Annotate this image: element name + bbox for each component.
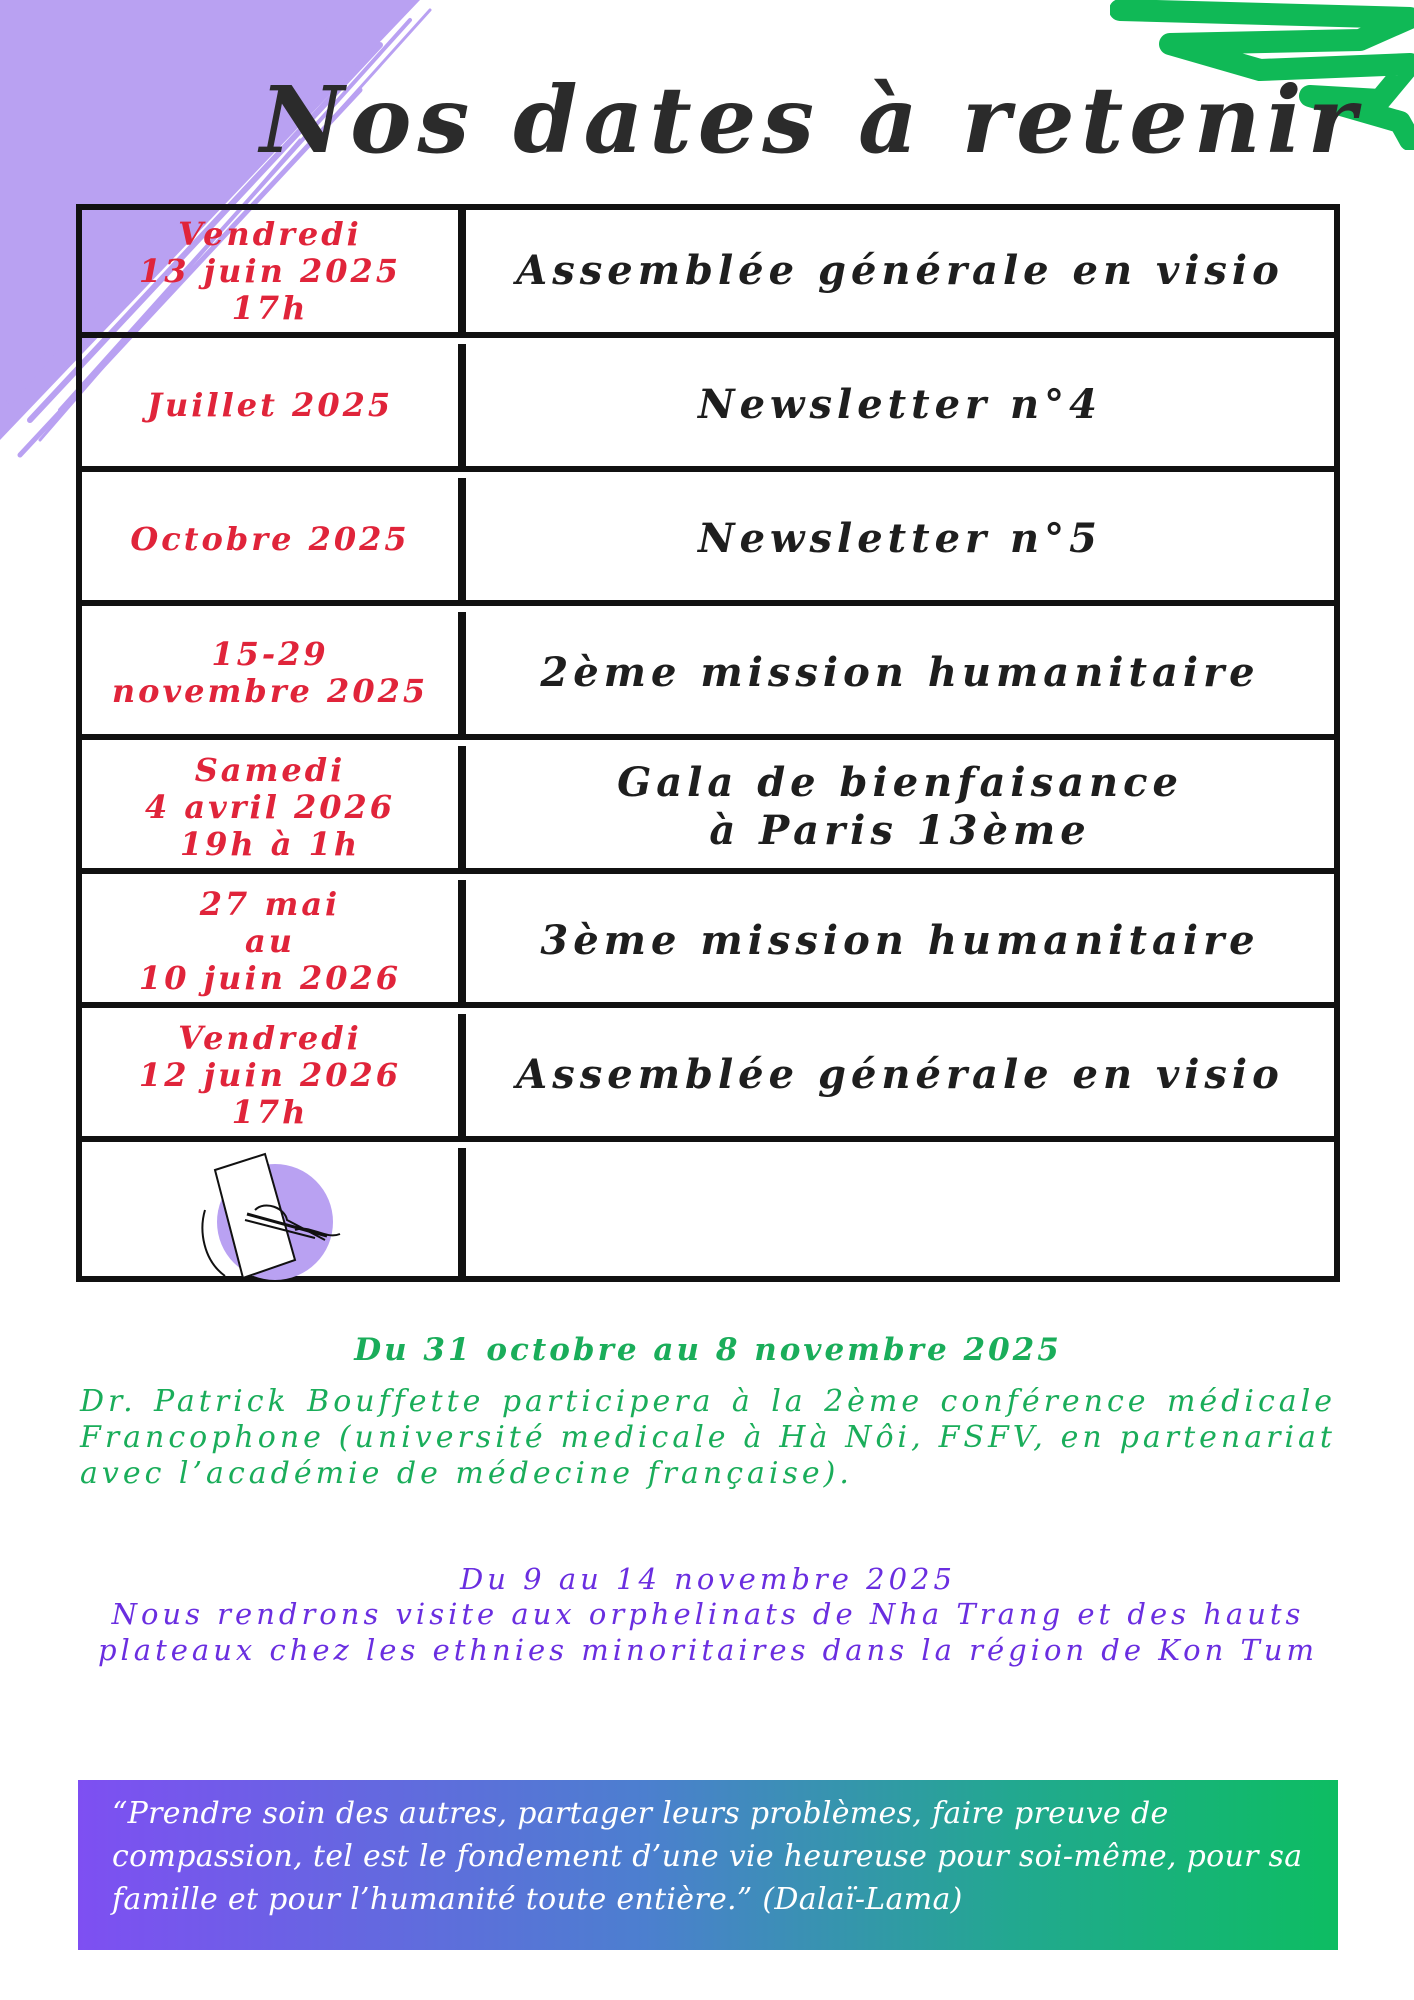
- schedule-row: [82, 210, 1334, 338]
- writing-hand-icon: [195, 1150, 345, 1282]
- schedule-row: [82, 344, 1334, 472]
- conference-heading: Du 31 octobre au 8 novembre 2025: [354, 1332, 1062, 1368]
- visit-heading: Du 9 au 14 novembre 2025: [460, 1562, 956, 1596]
- quote-text: “Prendre soin des autres, partager leurs problèmes, faire preuve de compassion, tel est le fondement d’une vie heureuse pour soi-même, pour sa famille et pour l’humanité toute entière.” (Dalaï-Lama): [112, 1796, 1303, 1917]
- schedule-date-empty: [82, 1148, 466, 1276]
- conference-body: Dr. Patrick Bouffette participera à la 2ème conférence médicale Francophone (université medicale à Hà Nôi, FSFV, en partenariat avec l’académie de médecine française).: [80, 1384, 1336, 1491]
- schedule-row: [82, 478, 1334, 606]
- schedule-row: [82, 1014, 1334, 1142]
- schedule-event-empty: [466, 1148, 1334, 1276]
- schedule-event: Gala de bienfaisance à Paris 13ème: [617, 759, 1183, 854]
- schedule-row: [82, 746, 1334, 874]
- visit-body: Nous rendrons visite aux orphelinats de Nha Trang et des hauts plateaux chez les ethnies minoritaires dans la région de Kon Tum: [97, 1597, 1319, 1667]
- schedule-event: Newsletter n°5: [698, 515, 1102, 562]
- schedule-row: [82, 880, 1334, 1008]
- schedule-date: Juillet 2025: [82, 344, 466, 466]
- schedule-date: Vendredi 12 juin 2026 17h: [82, 1014, 466, 1136]
- quote-box: [78, 1780, 1338, 1950]
- schedule-row: [82, 612, 1334, 740]
- schedule-date: 15-29 novembre 2025: [82, 612, 466, 734]
- page-title: Nos dates à retenir: [260, 66, 1363, 174]
- schedule-event: Assemblée générale en visio: [516, 247, 1284, 294]
- schedule-event: Newsletter n°4: [698, 381, 1102, 428]
- schedule-date: 27 mai au 10 juin 2026: [82, 880, 466, 1002]
- schedule-event: Assemblée générale en visio: [516, 1051, 1284, 1098]
- schedule-date: Vendredi 13 juin 2025 17h: [82, 210, 466, 332]
- schedule-date: Samedi 4 avril 2026 19h à 1h: [82, 746, 466, 868]
- schedule-event: 2ème mission humanitaire: [540, 649, 1260, 696]
- schedule-date: Octobre 2025: [82, 478, 466, 600]
- schedule-event: 3ème mission humanitaire: [540, 917, 1260, 964]
- schedule-table: [76, 204, 1340, 1282]
- schedule-row: [82, 1148, 1334, 1276]
